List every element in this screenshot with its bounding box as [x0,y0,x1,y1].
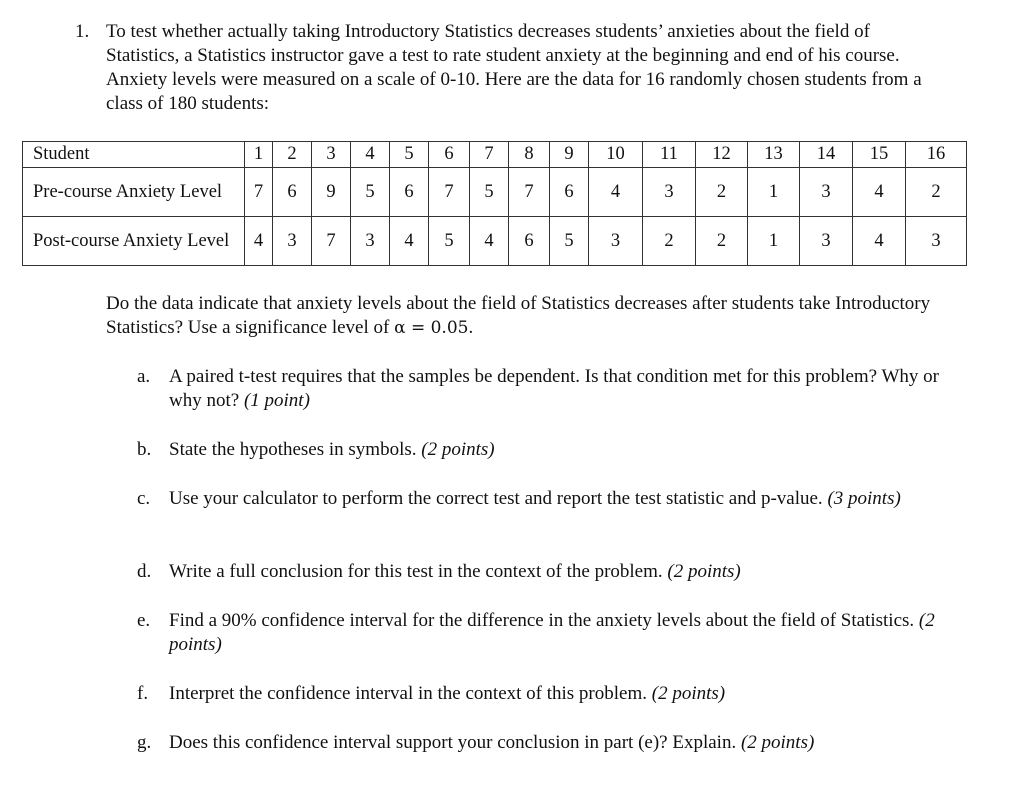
part-text: Find a 90% confidence interval for the difference in the anxiety levels about the field of Statistics. [169,610,919,631]
part-points: (2 points) [667,561,741,582]
row-label-student: Student [23,142,245,168]
student-cell: 6 [429,142,470,168]
pre-cell: 6 [390,168,429,217]
student-cell: 13 [748,142,800,168]
post-cell: 3 [351,217,390,266]
pre-cell: 7 [429,168,470,217]
post-cell: 4 [245,217,273,266]
post-cell: 6 [509,217,550,266]
part-letter: g. [137,732,152,753]
part-points: (1 point) [243,390,310,411]
post-course-row [23,217,967,266]
student-cell: 3 [312,142,351,168]
post-cell: 2 [696,217,748,266]
post-cell: 3 [589,217,643,266]
part-letter: c. [137,488,151,509]
part-letter: d. [137,561,152,582]
part-text: A paired t-test requires that the samples be dependent. Is that condition met for this problem? Why or why not? [169,366,940,411]
student-cell: 16 [906,142,967,168]
question-text: Do the data indicate that anxiety levels about the field of Statistics decreases after students take Introductory Statistics? Use a significance level of [106,293,931,338]
post-cell: 3 [800,217,853,266]
pre-cell: 6 [273,168,312,217]
part-text: Write a full conclusion for this test in the context of the problem. [169,561,668,582]
post-cell: 4 [853,217,906,266]
part-text: State the hypotheses in symbols. [169,439,422,460]
alpha-value: α = 0.05 [394,318,469,338]
post-cell: 2 [643,217,696,266]
post-cell: 4 [390,217,429,266]
post-cell: 5 [550,217,589,266]
student-row [23,142,967,168]
pre-cell: 4 [853,168,906,217]
student-cell: 7 [470,142,509,168]
pre-cell: 7 [245,168,273,217]
part-points: (3 points) [827,488,901,509]
pre-cell: 9 [312,168,351,217]
pre-cell: 3 [800,168,853,217]
part-points: (2 points) [421,439,495,460]
part-points: (2 points) [169,610,935,655]
student-cell: 1 [245,142,273,168]
student-cell: 8 [509,142,550,168]
part-points: (2 points) [651,683,726,704]
part-letter: b. [137,439,152,460]
pre-cell: 1 [748,168,800,217]
part-text: Interpret the confidence interval in the context of this problem. [169,683,652,704]
pre-cell: 2 [696,168,748,217]
part-text: Use your calculator to perform the correct test and report the test statistic and p-value. [169,488,828,509]
pre-course-row [23,168,967,217]
main-question [106,292,966,340]
post-cell: 4 [470,217,509,266]
part-points: (2 points) [740,732,815,753]
post-cell: 3 [273,217,312,266]
student-cell: 15 [853,142,906,168]
part-letter: f. [137,683,149,704]
pre-cell: 5 [351,168,390,217]
pre-cell: 3 [643,168,696,217]
post-cell: 3 [906,217,967,266]
question-end: . [468,317,474,338]
student-cell: 14 [800,142,853,168]
problem-number: 1. [75,21,90,42]
student-cell: 2 [273,142,312,168]
student-cell: 10 [589,142,643,168]
student-cell: 4 [351,142,390,168]
pre-cell: 4 [589,168,643,217]
row-label-pre-course: Pre-course Anxiety Level [23,168,245,217]
part-text: Does this confidence interval support your conclusion in part (e)? Explain. [169,732,741,753]
anxiety-data-table [22,141,967,266]
problem-text: To test whether actually taking Introductory Statistics decreases students’ anxieties about the field of Statistics, a Statistics instructor gave a test to rate student anxiety at the beginning and end of his course. Anxiety levels were measured on a scale of 0-10. Here are the data for 16 randomly chosen students from a class of 180 students: [106,21,922,114]
part-letter: a. [137,366,151,387]
student-cell: 5 [390,142,429,168]
post-cell: 7 [312,217,351,266]
student-cell: 9 [550,142,589,168]
row-label-post-course: Post-course Anxiety Level [23,217,245,266]
student-cell: 12 [696,142,748,168]
part-letter: e. [137,610,151,631]
post-cell: 1 [748,217,800,266]
pre-cell: 6 [550,168,589,217]
post-cell: 5 [429,217,470,266]
pre-cell: 2 [906,168,967,217]
student-cell: 11 [643,142,696,168]
pre-cell: 7 [509,168,550,217]
pre-cell: 5 [470,168,509,217]
